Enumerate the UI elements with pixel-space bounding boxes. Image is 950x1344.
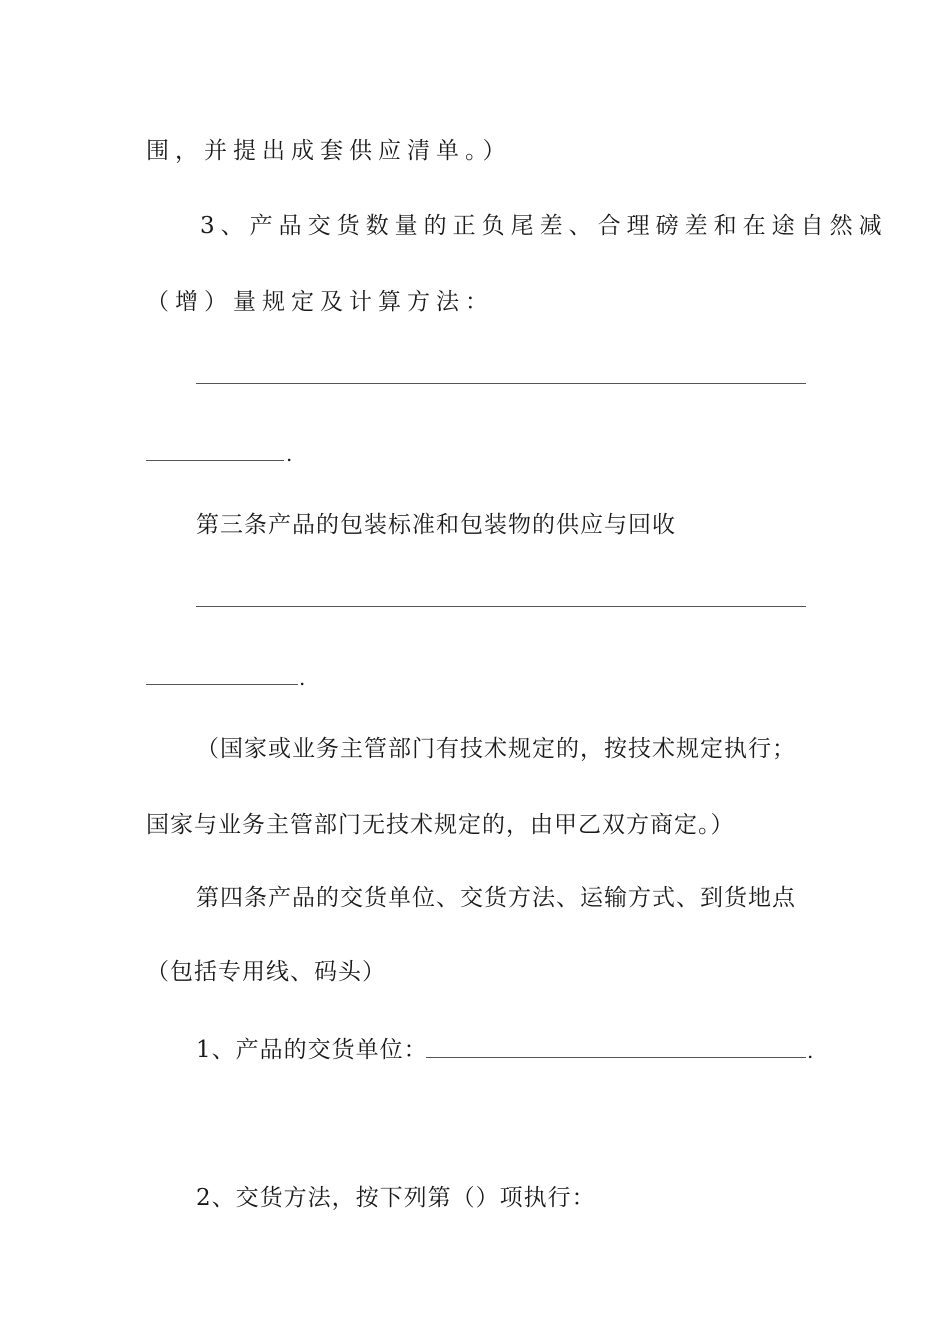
blank-underline-3 bbox=[196, 606, 806, 607]
text-line-2: 3、产品交货数量的正负尾差、合理磅差和在途自然减 bbox=[200, 213, 888, 239]
article-3-heading: 第三条产品的包装标准和包装物的供应与回收 bbox=[196, 512, 676, 538]
delivery-unit-blank bbox=[426, 1057, 806, 1058]
text-line-note-2: 国家与业务主管部门无技术规定的，由甲乙双方商定。） bbox=[146, 812, 735, 838]
text-line-1: 围，并提出成套供应清单。） bbox=[146, 138, 512, 164]
text-line-article-4-cont: （包括专用线、码头） bbox=[146, 959, 386, 985]
text-line-note-1: （国家或业务主管部门有技术规定的，按技术规定执行； bbox=[196, 736, 796, 762]
blank-underline-4 bbox=[146, 684, 298, 685]
blank-underline-1 bbox=[196, 383, 806, 384]
blank-period-2: . bbox=[299, 666, 306, 690]
blank-underline-2 bbox=[146, 460, 284, 461]
delivery-method-label: 2、交货方法，按下列第（）项执行： bbox=[196, 1185, 596, 1211]
article-4-heading: 第四条产品的交货单位、交货方法、运输方式、到货地点 bbox=[196, 885, 796, 911]
blank-period-1: . bbox=[286, 442, 293, 466]
delivery-unit-period: . bbox=[807, 1039, 814, 1063]
delivery-unit-label: 1、产品的交货单位： bbox=[196, 1037, 428, 1063]
text-line-3: （增）量规定及计算方法： bbox=[146, 289, 494, 315]
